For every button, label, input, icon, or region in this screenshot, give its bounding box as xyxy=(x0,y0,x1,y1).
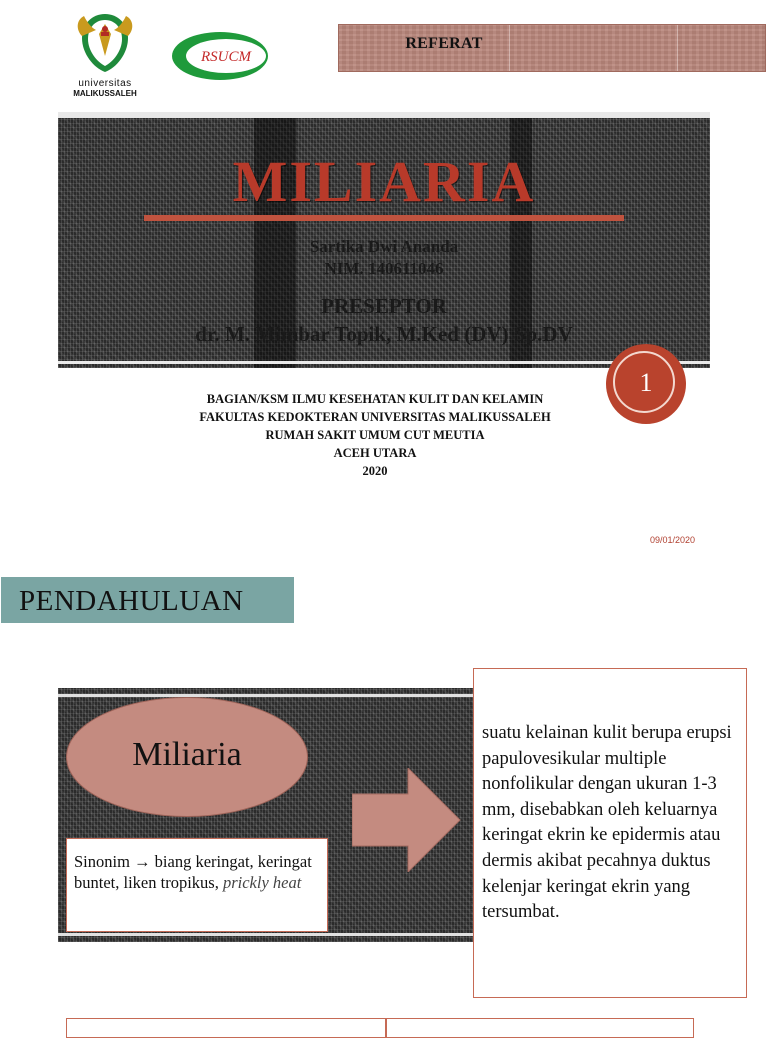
presentation-title: MILIARIA xyxy=(232,149,536,214)
preseptor-name: dr. M. Mimbar Topik, M.Ked (DV) Sp.DV xyxy=(195,322,573,346)
sinonim-italic: prickly heat xyxy=(222,873,302,892)
university-crest-icon xyxy=(74,10,136,76)
sinonim-box xyxy=(66,838,328,932)
hospital-logo-icon xyxy=(170,30,270,82)
university-name-line1: universitas xyxy=(78,78,132,89)
title-underline xyxy=(144,215,624,221)
author-block xyxy=(58,236,710,280)
preseptor-label: PRESEPTOR xyxy=(321,294,447,318)
next-slide-box-left xyxy=(66,1018,386,1038)
title-panel xyxy=(58,112,710,368)
right-arrow-icon xyxy=(352,768,462,872)
university-name-line2: MALIKUSSALEH xyxy=(73,89,137,98)
dept-line: BAGIAN/KSM ILMU KESEHATAN KULIT DAN KELAMIN xyxy=(206,392,544,406)
slide-date: 09/01/2020 xyxy=(650,535,696,545)
hospital-logo xyxy=(170,30,270,82)
preseptor-block xyxy=(58,292,710,348)
term-label: Miliaria xyxy=(132,736,242,773)
referat-banner xyxy=(338,24,766,72)
section-heading: PENDAHULUAN xyxy=(1,577,294,623)
author-nim: NIM. 140611046 xyxy=(324,259,444,278)
slide-number: 1 xyxy=(639,368,653,397)
dept-line: FAKULTAS KEDOKTERAN UNIVERSITAS MALIKUSSALEH xyxy=(199,410,551,424)
dept-line: RUMAH SAKIT UMUM CUT MEUTIA xyxy=(265,428,485,442)
term-ellipse xyxy=(66,697,308,817)
definition-box xyxy=(473,668,747,998)
referat-label: REFERAT xyxy=(405,35,483,52)
author-name: Sartika Dwi Ananda xyxy=(309,237,459,256)
dept-line: ACEH UTARA xyxy=(333,446,417,460)
next-slide-box-right xyxy=(386,1018,694,1038)
department-info xyxy=(130,390,620,480)
definition-text: suatu kelainan kulit berupa erupsi papulovesikular multiple nonfolikular dengan ukuran 1-3 mm, disebabkan oleh keluarnya keringat ekrin ke epidermis atau dermis akibat pecahnya duktus kelenjar keringat ekrin yang tersumbat. xyxy=(482,723,732,923)
hospital-logo-text: RSUCM xyxy=(201,49,251,65)
dept-line: 2020 xyxy=(362,464,388,478)
sinonim-text: Sinonim → biang keringat, keringat buntet, liken tropikus, xyxy=(74,852,312,892)
university-logo xyxy=(70,10,140,102)
